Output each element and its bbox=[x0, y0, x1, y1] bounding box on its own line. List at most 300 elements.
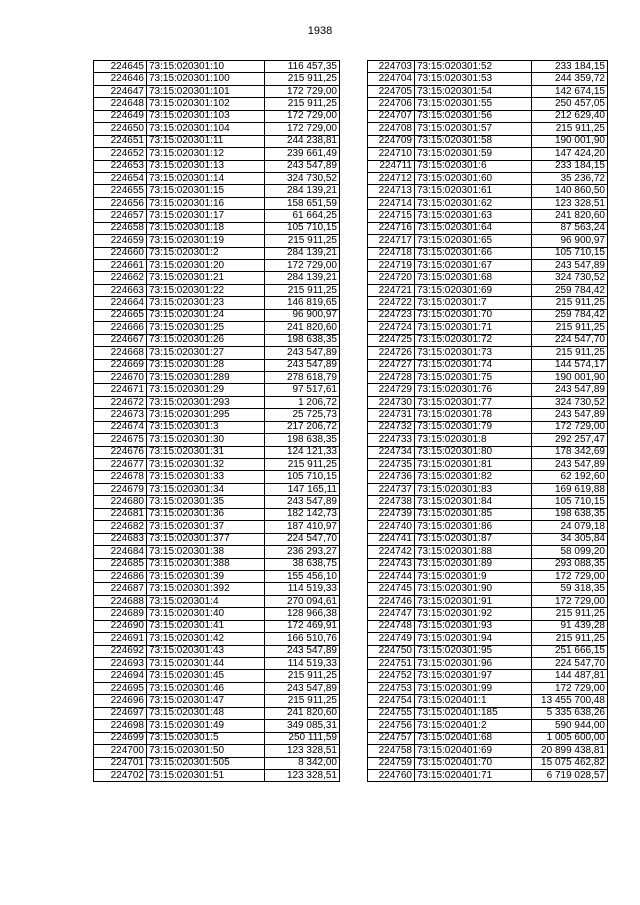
row-id-cell: 224743 bbox=[368, 558, 415, 570]
cadastral-number-cell: 73:15:020301:30 bbox=[147, 434, 265, 446]
value-cell: 1 206,72 bbox=[265, 396, 340, 408]
cadastral-number-cell: 73:15:020301:10 bbox=[147, 61, 265, 73]
value-cell: 215 911,25 bbox=[265, 459, 340, 471]
row-id-cell: 224760 bbox=[368, 769, 415, 781]
cadastral-number-cell: 73:15:020301:15 bbox=[147, 185, 265, 197]
cadastral-number-cell: 73:15:020301:96 bbox=[415, 658, 532, 670]
row-id-cell: 224729 bbox=[368, 384, 415, 396]
table-row bbox=[94, 682, 340, 694]
cadastral-number-cell: 73:15:020301:17 bbox=[147, 210, 265, 222]
table-row bbox=[368, 297, 608, 309]
cadastral-number-cell: 73:15:020301:44 bbox=[147, 658, 265, 670]
value-cell: 243 547,89 bbox=[265, 496, 340, 508]
value-cell: 114 519,33 bbox=[265, 583, 340, 595]
table-row bbox=[368, 309, 608, 321]
row-id-cell: 224750 bbox=[368, 645, 415, 657]
table-row bbox=[368, 682, 608, 694]
table-row bbox=[368, 172, 608, 184]
cadastral-number-cell: 73:15:020401:69 bbox=[415, 745, 532, 757]
table-row bbox=[368, 645, 608, 657]
table-row bbox=[94, 334, 340, 346]
cadastral-number-cell: 73:15:020301:80 bbox=[415, 446, 532, 458]
cadastral-number-cell: 73:15:020301:49 bbox=[147, 720, 265, 732]
cadastral-number-cell: 73:15:020301:24 bbox=[147, 309, 265, 321]
value-cell: 105 710,15 bbox=[532, 496, 608, 508]
row-id-cell: 224647 bbox=[94, 85, 147, 97]
value-cell: 250 457,05 bbox=[532, 98, 608, 110]
value-cell: 6 719 028,57 bbox=[532, 769, 608, 781]
cadastral-number-cell: 73:15:020301:99 bbox=[415, 682, 532, 694]
row-id-cell: 224667 bbox=[94, 334, 147, 346]
table-row bbox=[368, 210, 608, 222]
table-row bbox=[368, 732, 608, 744]
row-id-cell: 224682 bbox=[94, 521, 147, 533]
row-id-cell: 224674 bbox=[94, 421, 147, 433]
row-id-cell: 224686 bbox=[94, 570, 147, 582]
value-cell: 123 328,51 bbox=[532, 197, 608, 209]
table-row bbox=[94, 620, 340, 632]
cadastral-number-cell: 73:15:020301:40 bbox=[147, 608, 265, 620]
table-row bbox=[368, 359, 608, 371]
row-id-cell: 224675 bbox=[94, 434, 147, 446]
cadastral-number-cell: 73:15:020301:86 bbox=[415, 521, 532, 533]
table-row bbox=[94, 61, 340, 73]
table-row bbox=[368, 98, 608, 110]
row-id-cell: 224710 bbox=[368, 148, 415, 160]
row-id-cell: 224719 bbox=[368, 260, 415, 272]
cadastral-number-cell: 73:15:020301:27 bbox=[147, 347, 265, 359]
table-row bbox=[368, 222, 608, 234]
table-row bbox=[368, 633, 608, 645]
cadastral-number-cell: 73:15:020301:505 bbox=[147, 757, 265, 769]
value-cell: 215 911,25 bbox=[265, 670, 340, 682]
value-cell: 172 469,91 bbox=[265, 620, 340, 632]
table-row bbox=[368, 707, 608, 719]
table-row bbox=[368, 260, 608, 272]
value-cell: 239 661,49 bbox=[265, 148, 340, 160]
value-cell: 96 900,97 bbox=[265, 309, 340, 321]
table-row bbox=[94, 732, 340, 744]
row-id-cell: 224646 bbox=[94, 73, 147, 85]
cadastral-number-cell: 73:15:020301:20 bbox=[147, 260, 265, 272]
value-cell: 166 510,76 bbox=[265, 633, 340, 645]
value-cell: 146 819,65 bbox=[265, 297, 340, 309]
table-row bbox=[368, 769, 608, 781]
cadastral-number-cell: 73:15:020301:61 bbox=[415, 185, 532, 197]
row-id-cell: 224754 bbox=[368, 695, 415, 707]
value-cell: 243 547,89 bbox=[265, 645, 340, 657]
row-id-cell: 224756 bbox=[368, 720, 415, 732]
cadastral-number-cell: 73:15:020301:64 bbox=[415, 222, 532, 234]
value-cell: 198 638,35 bbox=[532, 508, 608, 520]
row-id-cell: 224757 bbox=[368, 732, 415, 744]
value-cell: 105 710,15 bbox=[265, 471, 340, 483]
row-id-cell: 224738 bbox=[368, 496, 415, 508]
cadastral-number-cell: 73:15:020301:60 bbox=[415, 172, 532, 184]
value-cell: 124 121,33 bbox=[265, 446, 340, 458]
cadastral-number-cell: 73:15:020301:52 bbox=[415, 61, 532, 73]
value-cell: 215 911,25 bbox=[532, 322, 608, 334]
value-cell: 244 359,72 bbox=[532, 73, 608, 85]
cadastral-number-cell: 73:15:020301:76 bbox=[415, 384, 532, 396]
table-row bbox=[368, 247, 608, 259]
cadastral-number-cell: 73:15:020301:93 bbox=[415, 620, 532, 632]
value-cell: 215 911,25 bbox=[265, 284, 340, 296]
table-row bbox=[368, 720, 608, 732]
table-row bbox=[368, 148, 608, 160]
value-cell: 233 184,15 bbox=[532, 160, 608, 172]
cadastral-number-cell: 73:15:020301:84 bbox=[415, 496, 532, 508]
table-row bbox=[94, 757, 340, 769]
value-cell: 243 547,89 bbox=[265, 682, 340, 694]
cadastral-number-cell: 73:15:020301:43 bbox=[147, 645, 265, 657]
value-cell: 105 710,15 bbox=[532, 247, 608, 259]
row-id-cell: 224694 bbox=[94, 670, 147, 682]
row-id-cell: 224732 bbox=[368, 421, 415, 433]
cadastral-number-cell: 73:15:020301:39 bbox=[147, 570, 265, 582]
cadastral-number-cell: 73:15:020301:69 bbox=[415, 284, 532, 296]
cadastral-number-cell: 73:15:020301:67 bbox=[415, 260, 532, 272]
table-row bbox=[94, 73, 340, 85]
table-row bbox=[368, 123, 608, 135]
table-row bbox=[368, 384, 608, 396]
table-row bbox=[368, 533, 608, 545]
value-cell: 241 820,60 bbox=[265, 707, 340, 719]
cadastral-number-cell: 73:15:020301:28 bbox=[147, 359, 265, 371]
table-row bbox=[94, 371, 340, 383]
row-id-cell: 224680 bbox=[94, 496, 147, 508]
row-id-cell: 224744 bbox=[368, 570, 415, 582]
row-id-cell: 224701 bbox=[94, 757, 147, 769]
cadastral-number-cell: 73:15:020301:50 bbox=[147, 745, 265, 757]
value-cell: 172 729,00 bbox=[532, 421, 608, 433]
table-row bbox=[94, 670, 340, 682]
table-row bbox=[368, 61, 608, 73]
value-cell: 243 547,89 bbox=[265, 160, 340, 172]
value-cell: 284 139,21 bbox=[265, 185, 340, 197]
value-cell: 187 410,97 bbox=[265, 521, 340, 533]
cadastral-number-cell: 73:15:020301:25 bbox=[147, 322, 265, 334]
table-row bbox=[94, 235, 340, 247]
row-id-cell: 224734 bbox=[368, 446, 415, 458]
row-id-cell: 224717 bbox=[368, 235, 415, 247]
value-cell: 215 911,25 bbox=[532, 297, 608, 309]
cadastral-number-cell: 73:15:020301:2 bbox=[147, 247, 265, 259]
row-id-cell: 224728 bbox=[368, 371, 415, 383]
row-id-cell: 224665 bbox=[94, 309, 147, 321]
table-row bbox=[368, 284, 608, 296]
value-cell: 178 342,69 bbox=[532, 446, 608, 458]
table-row bbox=[94, 720, 340, 732]
cadastral-number-cell: 73:15:020301:8 bbox=[415, 434, 532, 446]
cadastral-number-cell: 73:15:020301:14 bbox=[147, 172, 265, 184]
left-register-table bbox=[93, 60, 340, 782]
cadastral-number-cell: 73:15:020301:38 bbox=[147, 546, 265, 558]
row-id-cell: 224678 bbox=[94, 471, 147, 483]
row-id-cell: 224746 bbox=[368, 595, 415, 607]
row-id-cell: 224658 bbox=[94, 222, 147, 234]
row-id-cell: 224740 bbox=[368, 521, 415, 533]
value-cell: 241 820,60 bbox=[265, 322, 340, 334]
row-id-cell: 224730 bbox=[368, 396, 415, 408]
table-row bbox=[368, 272, 608, 284]
value-cell: 224 547,70 bbox=[265, 533, 340, 545]
value-cell: 293 088,35 bbox=[532, 558, 608, 570]
value-cell: 123 328,51 bbox=[265, 769, 340, 781]
cadastral-number-cell: 73:15:020301:21 bbox=[147, 272, 265, 284]
row-id-cell: 224758 bbox=[368, 745, 415, 757]
value-cell: 284 139,21 bbox=[265, 272, 340, 284]
row-id-cell: 224672 bbox=[94, 396, 147, 408]
row-id-cell: 224700 bbox=[94, 745, 147, 757]
cadastral-number-cell: 73:15:020401:71 bbox=[415, 769, 532, 781]
cadastral-number-cell: 73:15:020301:29 bbox=[147, 384, 265, 396]
row-id-cell: 224648 bbox=[94, 98, 147, 110]
value-cell: 5 335 638,26 bbox=[532, 707, 608, 719]
row-id-cell: 224741 bbox=[368, 533, 415, 545]
row-id-cell: 224696 bbox=[94, 695, 147, 707]
table-row bbox=[368, 546, 608, 558]
row-id-cell: 224714 bbox=[368, 197, 415, 209]
cadastral-number-cell: 73:15:020301:101 bbox=[147, 85, 265, 97]
cadastral-number-cell: 73:15:020301:19 bbox=[147, 235, 265, 247]
value-cell: 243 547,89 bbox=[532, 384, 608, 396]
value-cell: 169 619,88 bbox=[532, 483, 608, 495]
table-row bbox=[94, 521, 340, 533]
row-id-cell: 224751 bbox=[368, 658, 415, 670]
cadastral-number-cell: 73:15:020301:63 bbox=[415, 210, 532, 222]
value-cell: 349 085,31 bbox=[265, 720, 340, 732]
table-row bbox=[368, 471, 608, 483]
row-id-cell: 224733 bbox=[368, 434, 415, 446]
table-row bbox=[368, 521, 608, 533]
table-row bbox=[94, 359, 340, 371]
table-row bbox=[94, 110, 340, 122]
table-row bbox=[368, 160, 608, 172]
value-cell: 172 729,00 bbox=[532, 570, 608, 582]
table-row bbox=[368, 334, 608, 346]
cadastral-number-cell: 73:15:020301:74 bbox=[415, 359, 532, 371]
table-row bbox=[94, 769, 340, 781]
value-cell: 61 664,25 bbox=[265, 210, 340, 222]
row-id-cell: 224660 bbox=[94, 247, 147, 259]
value-cell: 190 001,90 bbox=[532, 371, 608, 383]
value-cell: 215 911,25 bbox=[265, 695, 340, 707]
table-row bbox=[94, 570, 340, 582]
row-id-cell: 224655 bbox=[94, 185, 147, 197]
row-id-cell: 224718 bbox=[368, 247, 415, 259]
cadastral-number-cell: 73:15:020301:6 bbox=[415, 160, 532, 172]
row-id-cell: 224677 bbox=[94, 459, 147, 471]
cadastral-number-cell: 73:15:020301:104 bbox=[147, 123, 265, 135]
value-cell: 15 075 462,82 bbox=[532, 757, 608, 769]
row-id-cell: 224652 bbox=[94, 148, 147, 160]
value-cell: 105 710,15 bbox=[265, 222, 340, 234]
row-id-cell: 224688 bbox=[94, 595, 147, 607]
row-id-cell: 224745 bbox=[368, 583, 415, 595]
cadastral-number-cell: 73:15:020301:83 bbox=[415, 483, 532, 495]
row-id-cell: 224662 bbox=[94, 272, 147, 284]
table-row bbox=[368, 135, 608, 147]
cadastral-number-cell: 73:15:020301:89 bbox=[415, 558, 532, 570]
cadastral-number-cell: 73:15:020301:32 bbox=[147, 459, 265, 471]
cadastral-number-cell: 73:15:020301:23 bbox=[147, 297, 265, 309]
table-row bbox=[94, 483, 340, 495]
row-id-cell: 224695 bbox=[94, 682, 147, 694]
cadastral-number-cell: 73:15:020301:66 bbox=[415, 247, 532, 259]
row-id-cell: 224685 bbox=[94, 558, 147, 570]
row-id-cell: 224673 bbox=[94, 409, 147, 421]
table-row bbox=[94, 160, 340, 172]
table-row bbox=[94, 123, 340, 135]
row-id-cell: 224724 bbox=[368, 322, 415, 334]
cadastral-number-cell: 73:15:020301:81 bbox=[415, 459, 532, 471]
cadastral-number-cell: 73:15:020301:53 bbox=[415, 73, 532, 85]
cadastral-number-cell: 73:15:020301:377 bbox=[147, 533, 265, 545]
table-row bbox=[94, 546, 340, 558]
value-cell: 87 563,24 bbox=[532, 222, 608, 234]
value-cell: 147 424,20 bbox=[532, 148, 608, 160]
cadastral-number-cell: 73:15:020301:12 bbox=[147, 148, 265, 160]
cadastral-number-cell: 73:15:020301:77 bbox=[415, 396, 532, 408]
table-row bbox=[94, 496, 340, 508]
table-row bbox=[368, 197, 608, 209]
value-cell: 172 729,00 bbox=[532, 595, 608, 607]
row-id-cell: 224657 bbox=[94, 210, 147, 222]
cadastral-number-cell: 73:15:020301:36 bbox=[147, 508, 265, 520]
row-id-cell: 224663 bbox=[94, 284, 147, 296]
table-row bbox=[94, 284, 340, 296]
table-row bbox=[94, 633, 340, 645]
row-id-cell: 224689 bbox=[94, 608, 147, 620]
table-row bbox=[368, 496, 608, 508]
cadastral-number-cell: 73:15:020301:37 bbox=[147, 521, 265, 533]
right-register-table bbox=[367, 60, 608, 782]
row-id-cell: 224713 bbox=[368, 185, 415, 197]
cadastral-number-cell: 73:15:020301:57 bbox=[415, 123, 532, 135]
value-cell: 20 899 438,81 bbox=[532, 745, 608, 757]
value-cell: 324 730,52 bbox=[532, 396, 608, 408]
cadastral-number-cell: 73:15:020301:82 bbox=[415, 471, 532, 483]
value-cell: 123 328,51 bbox=[265, 745, 340, 757]
value-cell: 172 729,00 bbox=[265, 260, 340, 272]
table-row bbox=[94, 260, 340, 272]
table-row bbox=[368, 695, 608, 707]
value-cell: 13 455 700,48 bbox=[532, 695, 608, 707]
row-id-cell: 224702 bbox=[94, 769, 147, 781]
row-id-cell: 224683 bbox=[94, 533, 147, 545]
value-cell: 243 547,89 bbox=[265, 359, 340, 371]
value-cell: 114 519,33 bbox=[265, 658, 340, 670]
row-id-cell: 224726 bbox=[368, 347, 415, 359]
cadastral-number-cell: 73:15:020301:95 bbox=[415, 645, 532, 657]
table-row bbox=[94, 658, 340, 670]
row-id-cell: 224752 bbox=[368, 670, 415, 682]
row-id-cell: 224742 bbox=[368, 546, 415, 558]
value-cell: 241 820,60 bbox=[532, 210, 608, 222]
row-id-cell: 224650 bbox=[94, 123, 147, 135]
cadastral-number-cell: 73:15:020301:87 bbox=[415, 533, 532, 545]
table-row bbox=[368, 396, 608, 408]
cadastral-number-cell: 73:15:020301:56 bbox=[415, 110, 532, 122]
cadastral-number-cell: 73:15:020301:11 bbox=[147, 135, 265, 147]
table-row bbox=[94, 272, 340, 284]
cadastral-number-cell: 73:15:020301:73 bbox=[415, 347, 532, 359]
cadastral-number-cell: 73:15:020301:51 bbox=[147, 769, 265, 781]
value-cell: 190 001,90 bbox=[532, 135, 608, 147]
cadastral-number-cell: 73:15:020301:22 bbox=[147, 284, 265, 296]
value-cell: 34 305,84 bbox=[532, 533, 608, 545]
table-row bbox=[368, 235, 608, 247]
cadastral-number-cell: 73:15:020301:94 bbox=[415, 633, 532, 645]
table-row bbox=[368, 409, 608, 421]
cadastral-number-cell: 73:15:020301:18 bbox=[147, 222, 265, 234]
value-cell: 198 638,35 bbox=[265, 434, 340, 446]
table-row bbox=[368, 347, 608, 359]
row-id-cell: 224731 bbox=[368, 409, 415, 421]
table-row bbox=[368, 421, 608, 433]
cadastral-number-cell: 73:15:020301:65 bbox=[415, 235, 532, 247]
table-row bbox=[94, 247, 340, 259]
cadastral-number-cell: 73:15:020301:90 bbox=[415, 583, 532, 595]
table-row bbox=[368, 558, 608, 570]
row-id-cell: 224707 bbox=[368, 110, 415, 122]
table-row bbox=[368, 608, 608, 620]
cadastral-number-cell: 73:15:020301:70 bbox=[415, 309, 532, 321]
row-id-cell: 224671 bbox=[94, 384, 147, 396]
cadastral-number-cell: 73:15:020301:31 bbox=[147, 446, 265, 458]
value-cell: 172 729,00 bbox=[532, 682, 608, 694]
row-id-cell: 224697 bbox=[94, 707, 147, 719]
table-row bbox=[368, 85, 608, 97]
cadastral-number-cell: 73:15:020301:58 bbox=[415, 135, 532, 147]
value-cell: 250 111,59 bbox=[265, 732, 340, 744]
value-cell: 243 547,89 bbox=[532, 260, 608, 272]
table-row bbox=[94, 471, 340, 483]
value-cell: 251 666,15 bbox=[532, 645, 608, 657]
cadastral-number-cell: 73:15:020301:68 bbox=[415, 272, 532, 284]
table-row bbox=[94, 695, 340, 707]
table-row bbox=[368, 446, 608, 458]
value-cell: 215 911,25 bbox=[265, 235, 340, 247]
table-row bbox=[94, 595, 340, 607]
value-cell: 172 729,00 bbox=[265, 110, 340, 122]
table-row bbox=[94, 396, 340, 408]
value-cell: 292 257,47 bbox=[532, 434, 608, 446]
cadastral-number-cell: 73:15:020301:388 bbox=[147, 558, 265, 570]
value-cell: 38 638,75 bbox=[265, 558, 340, 570]
value-cell: 182 142,73 bbox=[265, 508, 340, 520]
cadastral-number-cell: 73:15:020301:88 bbox=[415, 546, 532, 558]
row-id-cell: 224712 bbox=[368, 172, 415, 184]
row-id-cell: 224722 bbox=[368, 297, 415, 309]
row-id-cell: 224692 bbox=[94, 645, 147, 657]
table-row bbox=[94, 608, 340, 620]
table-row bbox=[368, 620, 608, 632]
cadastral-number-cell: 73:15:020301:35 bbox=[147, 496, 265, 508]
value-cell: 62 192,60 bbox=[532, 471, 608, 483]
table-row bbox=[368, 371, 608, 383]
value-cell: 224 547,70 bbox=[532, 658, 608, 670]
value-cell: 144 574,17 bbox=[532, 359, 608, 371]
cadastral-number-cell: 73:15:020301:59 bbox=[415, 148, 532, 160]
value-cell: 35 236,72 bbox=[532, 172, 608, 184]
row-id-cell: 224669 bbox=[94, 359, 147, 371]
value-cell: 236 293,27 bbox=[265, 546, 340, 558]
cadastral-number-cell: 73:15:020301:26 bbox=[147, 334, 265, 346]
row-id-cell: 224759 bbox=[368, 757, 415, 769]
value-cell: 96 900,97 bbox=[532, 235, 608, 247]
